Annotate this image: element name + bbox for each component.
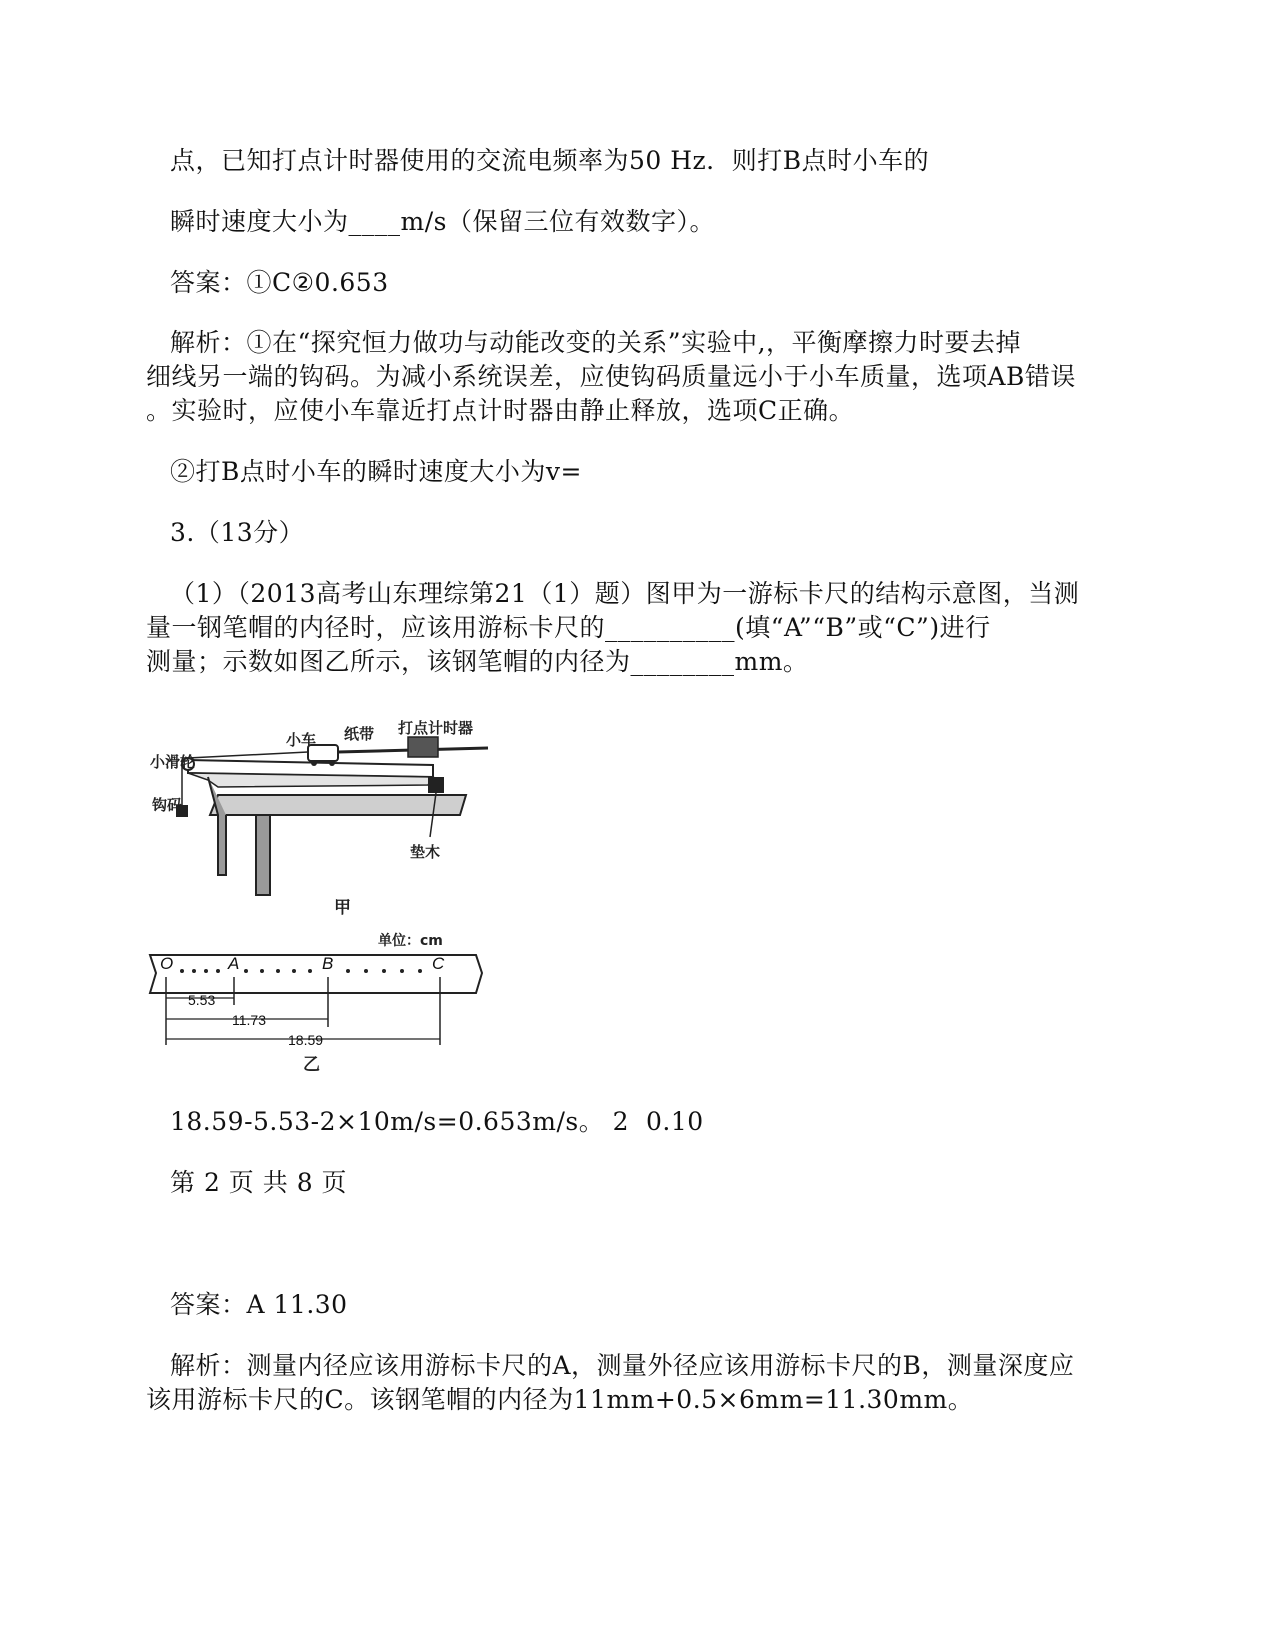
label-cart: 小车 [286,731,317,749]
question-line-2: 量一钢笔帽的内径时，应该用游标卡尺的__________(填“A”“B”或“C”)进行 [146,613,991,642]
analysis2-line-1: 解析：测量内径应该用游标卡尺的A，测量外径应该用游标卡尺的B，测量深度应 [170,1351,1075,1380]
text-line-1: 点，已知打点计时器使用的交流电频率为50 Hz．则打B点时小车的 [170,146,930,175]
calc-line: 18.59-5.53-2×10m/s=0.653m/s。 2 0.10 [170,1107,704,1136]
question-number: 3.（13分） [170,518,305,547]
timer [408,737,438,757]
table-top [210,795,466,815]
experiment-figure [148,715,493,1080]
label-fig-b: 乙 [303,1055,320,1075]
label-timer: 打点计时器 [398,719,474,737]
label-point-o: O [160,954,174,973]
label-fig-a: 甲 [334,898,351,918]
answer-line-1: 答案：①C②0.653 [170,268,389,297]
label-block: 垫木 [410,843,441,861]
question-line-3: 测量；示数如图乙所示，该钢笔帽的内径为________mm。 [146,647,809,676]
analysis-line-4: ②打B点时小车的瞬时速度大小为v= [170,457,582,486]
label-dist-a: 5.53 [188,992,216,1008]
label-unit: 单位：cm [378,933,443,949]
label-point-b: B [322,954,334,973]
label-point-c: C [432,954,445,973]
text-line-2: 瞬时速度大小为____m/s（保留三位有效数字）。 [170,207,715,236]
label-tape: 纸带 [344,725,375,743]
page-number: 第 2 页 共 8 页 [170,1168,348,1197]
label-dist-b: 11.73 [232,1012,266,1028]
label-weight: 钩码 [152,796,183,814]
wedge-block [428,777,444,793]
analysis-line-2: 细线另一端的钩码。为减小系统误差，应使钩码质量远小于小车质量，选项AB错误 [146,362,1076,391]
analysis-line-1: 解析：①在“探究恒力做功与动能改变的关系”实验中,，平衡摩擦力时要去掉 [170,328,1022,357]
analysis2-line-2: 该用游标卡尺的C。该钢笔帽的内径为11mm+0.5×6mm=11.30mm。 [146,1385,974,1414]
label-dist-c: 18.59 [288,1032,324,1048]
table-leg [256,815,270,895]
question-line-1: （1）（2013高考山东理综第21（1）题）图甲为一游标卡尺的结构示意图，当测 [170,579,1080,608]
answer-line-2: 答案：A 11.30 [170,1290,348,1319]
label-point-a: A [228,954,240,973]
label-pulley: 小滑轮 [150,753,196,771]
analysis-line-3: 。实验时，应使小车靠近打点计时器由静止释放，选项C正确。 [146,396,855,425]
